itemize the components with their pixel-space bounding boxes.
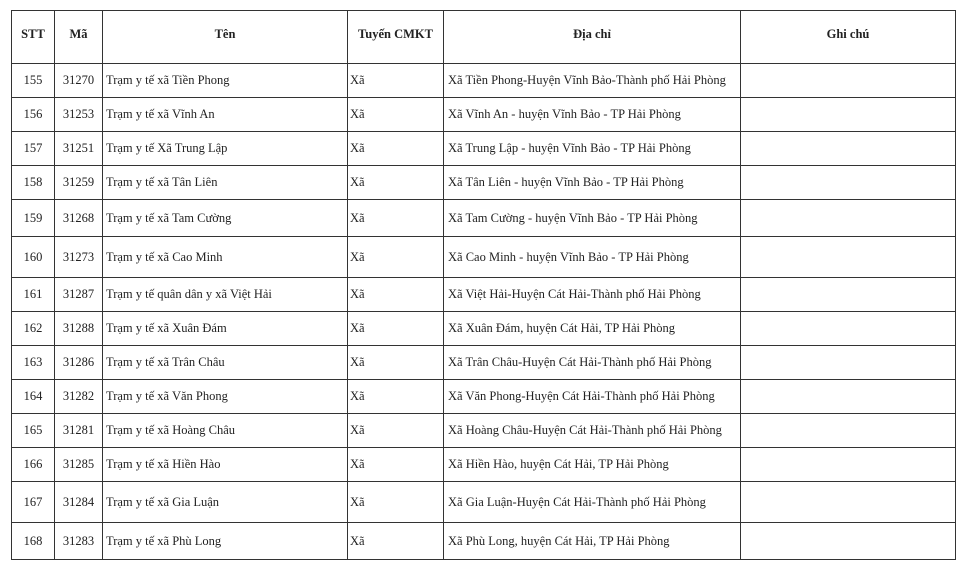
cell-ma: 31268 [55,200,103,237]
cell-tuyen: Xã [348,448,444,482]
cell-stt: 161 [12,278,55,312]
table-row [12,166,956,200]
cell-ma: 31284 [55,482,103,523]
cell-ten: Trạm y tế xã Tiền Phong [103,64,348,98]
cell-ghi-chu [741,132,956,166]
cell-ghi-chu [741,380,956,414]
cell-dia-chi: Xã Phù Long, huyện Cát Hải, TP Hải Phòng [444,523,741,560]
cell-dia-chi: Xã Tân Liên - huyện Vĩnh Bảo - TP Hải Phòng [444,166,741,200]
cell-ma: 31270 [55,64,103,98]
table-row [12,312,956,346]
cell-tuyen: Xã [348,380,444,414]
cell-dia-chi: Xã Việt Hải-Huyện Cát Hải-Thành phố Hải Phòng [444,278,741,312]
cell-ghi-chu [741,237,956,278]
table-row [12,482,956,523]
cell-stt: 157 [12,132,55,166]
cell-ten: Trạm y tế xã Cao Minh [103,237,348,278]
cell-stt: 167 [12,482,55,523]
document-page [11,10,955,560]
cell-tuyen: Xã [348,166,444,200]
cell-ma: 31285 [55,448,103,482]
table-row [12,346,956,380]
cell-dia-chi: Xã Vĩnh An - huyện Vĩnh Bảo - TP Hải Phòng [444,98,741,132]
cell-ten: Trạm y tế xã Tam Cường [103,200,348,237]
cell-stt: 159 [12,200,55,237]
cell-ghi-chu [741,523,956,560]
cell-ma: 31251 [55,132,103,166]
cell-ten: Trạm y tế xã Hoàng Châu [103,414,348,448]
table-row [12,98,956,132]
cell-tuyen: Xã [348,237,444,278]
header-ma: Mã [55,11,103,64]
cell-dia-chi: Xã Văn Phong-Huyện Cát Hải-Thành phố Hải Phòng [444,380,741,414]
cell-ten: Trạm y tế xã Phù Long [103,523,348,560]
table-row [12,200,956,237]
cell-dia-chi: Xã Trung Lập - huyện Vĩnh Bảo - TP Hải Phòng [444,132,741,166]
cell-ghi-chu [741,98,956,132]
cell-ma: 31282 [55,380,103,414]
table-row [12,237,956,278]
cell-ma: 31273 [55,237,103,278]
cell-tuyen: Xã [348,312,444,346]
cell-tuyen: Xã [348,278,444,312]
cell-tuyen: Xã [348,482,444,523]
cell-ghi-chu [741,346,956,380]
header-dia-chi: Địa chỉ [444,11,741,64]
header-stt: STT [12,11,55,64]
cell-stt: 155 [12,64,55,98]
cell-dia-chi: Xã Tam Cường - huyện Vĩnh Bảo - TP Hải Phòng [444,200,741,237]
table-header-row [12,11,956,64]
cell-ma: 31288 [55,312,103,346]
header-ten: Tên [103,11,348,64]
cell-ten: Trạm y tế xã Vĩnh An [103,98,348,132]
cell-ma: 31283 [55,523,103,560]
cell-dia-chi: Xã Hoàng Châu-Huyện Cát Hải-Thành phố Hải Phòng [444,414,741,448]
cell-tuyen: Xã [348,346,444,380]
cell-ghi-chu [741,166,956,200]
cell-ghi-chu [741,414,956,448]
cell-ma: 31259 [55,166,103,200]
table-row [12,64,956,98]
cell-ma: 31253 [55,98,103,132]
cell-stt: 160 [12,237,55,278]
cell-dia-chi: Xã Tiền Phong-Huyện Vĩnh Bảo-Thành phố Hải Phòng [444,64,741,98]
cell-stt: 166 [12,448,55,482]
cell-stt: 163 [12,346,55,380]
cell-tuyen: Xã [348,200,444,237]
cell-stt: 165 [12,414,55,448]
cell-ten: Trạm y tế Xã Trung Lập [103,132,348,166]
cell-tuyen: Xã [348,64,444,98]
cell-tuyen: Xã [348,523,444,560]
cell-ghi-chu [741,278,956,312]
table-row [12,132,956,166]
cell-tuyen: Xã [348,414,444,448]
table-row [12,448,956,482]
cell-tuyen: Xã [348,98,444,132]
cell-ghi-chu [741,312,956,346]
table-row [12,414,956,448]
cell-stt: 156 [12,98,55,132]
cell-ma: 31286 [55,346,103,380]
cell-ten: Trạm y tế xã Xuân Đám [103,312,348,346]
cell-dia-chi: Xã Trân Châu-Huyện Cát Hải-Thành phố Hải Phòng [444,346,741,380]
table-row [12,380,956,414]
cell-ten: Trạm y tế xã Gia Luận [103,482,348,523]
cell-ten: Trạm y tế xã Tân Liên [103,166,348,200]
cell-ghi-chu [741,200,956,237]
cell-ghi-chu [741,482,956,523]
cell-ten: Trạm y tế xã Hiền Hào [103,448,348,482]
header-tuyen-cmkt: Tuyến CMKT [348,11,444,64]
cell-dia-chi: Xã Cao Minh - huyện Vĩnh Bảo - TP Hải Phòng [444,237,741,278]
cell-tuyen: Xã [348,132,444,166]
cell-dia-chi: Xã Hiền Hào, huyện Cát Hải, TP Hải Phòng [444,448,741,482]
cell-stt: 162 [12,312,55,346]
cell-ten: Trạm y tế quân dân y xã Việt Hải [103,278,348,312]
table-row [12,278,956,312]
cell-stt: 158 [12,166,55,200]
cell-dia-chi: Xã Xuân Đám, huyện Cát Hải, TP Hải Phòng [444,312,741,346]
cell-ma: 31287 [55,278,103,312]
cell-ghi-chu [741,64,956,98]
table-row [12,523,956,560]
facility-table [11,10,956,560]
header-ghi-chu: Ghi chú [741,11,956,64]
cell-ma: 31281 [55,414,103,448]
cell-dia-chi: Xã Gia Luận-Huyện Cát Hải-Thành phố Hải Phòng [444,482,741,523]
cell-ten: Trạm y tế xã Trân Châu [103,346,348,380]
cell-ten: Trạm y tế xã Văn Phong [103,380,348,414]
cell-stt: 168 [12,523,55,560]
cell-stt: 164 [12,380,55,414]
cell-ghi-chu [741,448,956,482]
